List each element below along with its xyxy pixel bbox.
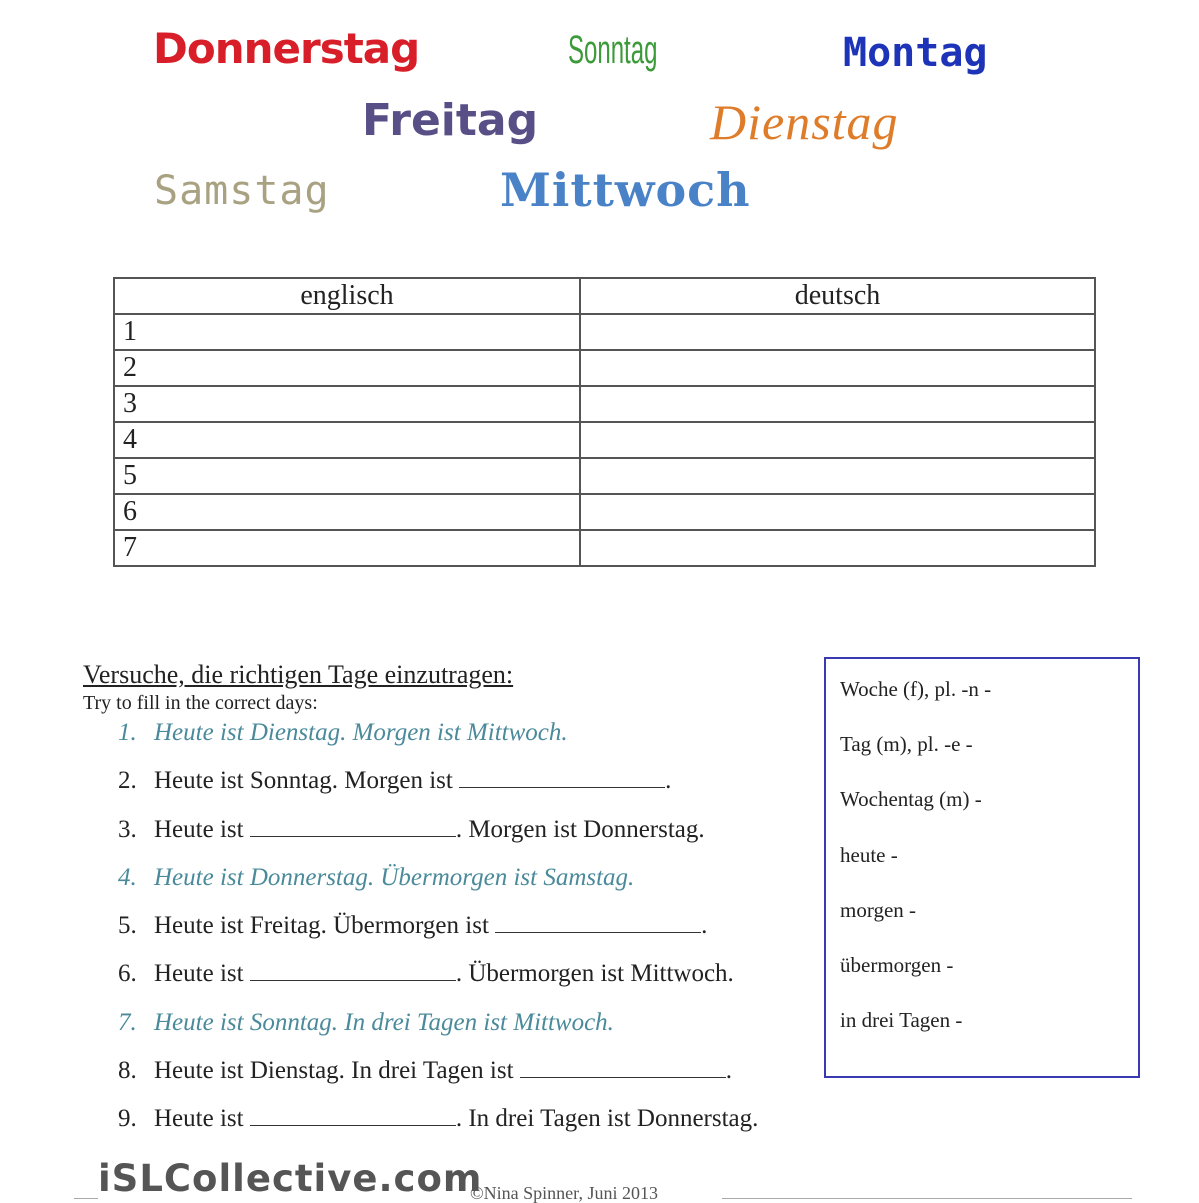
row-number: 5 xyxy=(114,458,580,494)
item-text: Heute ist Dienstag. Morgen ist Mittwoch. xyxy=(154,719,568,746)
table-row xyxy=(114,386,1095,422)
row-number: 4 xyxy=(114,422,580,458)
footer-credit: ©Nina Spinner, Juni 2013 xyxy=(470,1183,658,1203)
item-text-after: . xyxy=(725,1057,733,1085)
row-number: 6 xyxy=(114,494,580,530)
exercise-item xyxy=(118,763,758,811)
answer-blank[interactable] xyxy=(250,1103,456,1126)
column-header-englisch: englisch xyxy=(114,278,580,314)
item-text: Heute ist Donnerstag. Übermorgen ist Samstag. xyxy=(154,863,635,891)
table-row xyxy=(114,458,1095,494)
answer-cell[interactable] xyxy=(580,494,1095,530)
item-number: 8. xyxy=(118,1057,137,1085)
glossary-box xyxy=(824,657,1140,1078)
answer-cell[interactable] xyxy=(580,314,1095,350)
item-text-before: Heute ist xyxy=(154,1105,250,1133)
row-number: 3 xyxy=(114,386,580,422)
vocabulary-table xyxy=(113,277,1096,567)
answer-cell[interactable] xyxy=(580,422,1095,458)
item-text-after: . Morgen ist Donnerstag. xyxy=(455,815,705,843)
exercise-item xyxy=(118,1101,758,1149)
footer-divider-left xyxy=(74,1198,98,1199)
glossary-item: Wochentag (m) - xyxy=(840,787,982,812)
exercise-item-example xyxy=(118,1005,758,1053)
answer-blank[interactable] xyxy=(250,814,456,837)
column-header-deutsch: deutsch xyxy=(580,278,1095,314)
item-number: 9. xyxy=(118,1105,137,1133)
glossary-item: Tag (m), pl. -e - xyxy=(840,732,973,757)
item-number: 2. xyxy=(118,767,137,795)
exercise-item-example xyxy=(118,715,758,763)
item-number: 4. xyxy=(118,863,137,891)
answer-blank[interactable] xyxy=(495,910,701,933)
exercise-item xyxy=(118,908,758,956)
exercise-heading: Versuche, die richtigen Tage einzutragen: xyxy=(83,660,514,689)
glossary-item: übermorgen - xyxy=(840,952,954,977)
item-text-before: Heute ist Dienstag. In drei Tagen ist xyxy=(154,1057,520,1085)
day-word-montag: Montag xyxy=(843,30,988,76)
item-text-after: . xyxy=(665,767,672,795)
answer-blank[interactable] xyxy=(520,1055,726,1078)
item-text-before: Heute ist xyxy=(154,815,250,843)
exercise-item xyxy=(118,812,758,860)
item-number: 6. xyxy=(118,960,137,988)
day-word-samstag: Samstag xyxy=(154,168,330,214)
glossary-item: in drei Tagen - xyxy=(840,1008,963,1033)
table-row xyxy=(114,350,1095,386)
table-row xyxy=(114,422,1095,458)
exercise-list xyxy=(118,715,758,1150)
item-text-before: Heute ist Sonntag. Morgen ist xyxy=(154,767,460,795)
answer-blank[interactable] xyxy=(459,765,665,788)
day-word-mittwoch: Mittwoch xyxy=(500,163,751,217)
footer-divider-right xyxy=(722,1198,1132,1199)
item-number: 3. xyxy=(118,815,137,843)
item-text-after: . In drei Tagen ist Donnerstag. xyxy=(455,1105,759,1133)
exercise-item-example xyxy=(118,860,758,908)
glossary-item: Woche (f), pl. -n - xyxy=(840,677,992,701)
row-number: 2 xyxy=(114,350,580,386)
answer-blank[interactable] xyxy=(250,958,456,981)
answer-cell[interactable] xyxy=(580,386,1095,422)
item-text-before: Heute ist Freitag. Übermorgen ist xyxy=(154,912,496,940)
item-number: 1. xyxy=(118,719,137,746)
item-text-after: . Übermorgen ist Mittwoch. xyxy=(455,960,734,988)
day-word-dienstag: Dienstag xyxy=(710,94,899,150)
row-number: 7 xyxy=(114,530,580,566)
exercise-item xyxy=(118,1053,758,1101)
table-row xyxy=(114,530,1095,566)
day-word-sonntag: Sonntag xyxy=(568,28,658,72)
answer-cell[interactable] xyxy=(580,530,1095,566)
exercise-subheading: Try to fill in the correct days: xyxy=(83,692,318,714)
glossary-item: morgen - xyxy=(840,897,917,922)
answer-cell[interactable] xyxy=(580,458,1095,494)
watermark-logo: iSLCollective.com xyxy=(98,1157,483,1200)
table-header-row xyxy=(114,278,1095,314)
glossary-item: heute - xyxy=(840,842,898,867)
day-word-donnerstag: Donnerstag xyxy=(153,24,420,73)
item-text-after: . xyxy=(701,912,708,940)
item-number: 7. xyxy=(118,1008,137,1036)
item-text-before: Heute ist xyxy=(154,960,250,988)
day-word-freitag: Freitag xyxy=(362,95,539,146)
item-number: 5. xyxy=(118,912,137,940)
answer-cell[interactable] xyxy=(580,350,1095,386)
exercise-item xyxy=(118,956,758,1004)
table-row xyxy=(114,314,1095,350)
row-number: 1 xyxy=(114,314,580,350)
item-text: Heute ist Sonntag. In drei Tagen ist Mittwoch. xyxy=(154,1008,614,1036)
table-row xyxy=(114,494,1095,530)
